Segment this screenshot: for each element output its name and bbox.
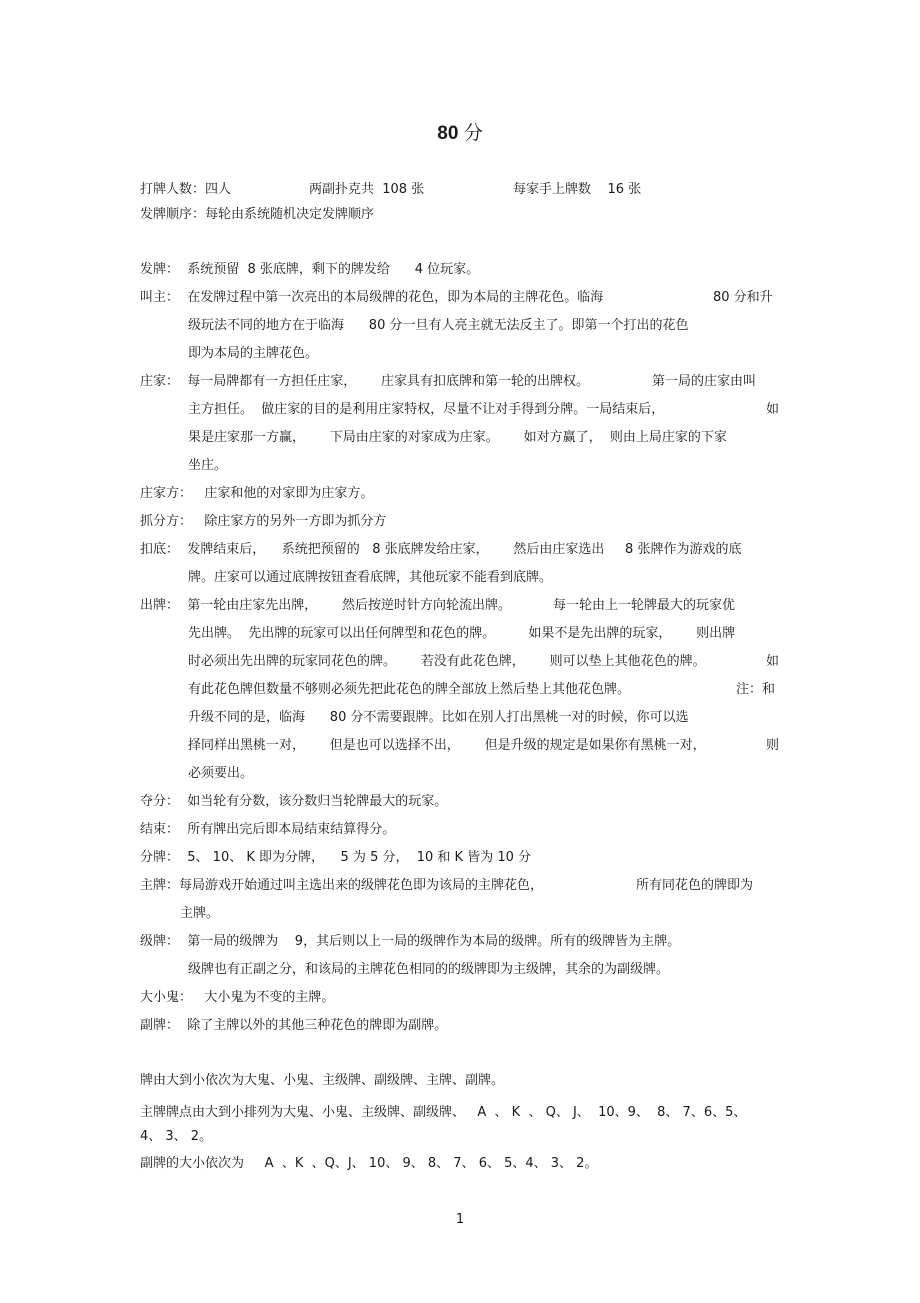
title-number: 80 [437, 123, 459, 144]
deal-order: 发牌顺序：每轮由系统随机决定发牌顺序 [140, 207, 375, 222]
rule-dealer-line2: 主方担任。 做庄家的目的是利用庄家特权，尽量不让对手得到分牌。一局结束后， [188, 402, 665, 417]
rule-end: 结束： 所有牌出完后即本局结束结算得分。 [140, 822, 396, 837]
rule-dealer-line1: 庄家： 每一局牌都有一方担任庄家， 庄家具有扣底牌和第一轮的出牌权。 [140, 374, 590, 389]
rule-level-line2: 级牌也有正副之分，和该局的主牌花色相同的的级牌即为主级牌，其余的为副级牌。 [188, 962, 670, 977]
rule-play-line7: 必须要出。 [188, 766, 254, 781]
ranking-side: 副牌的大小依次为 A 、K 、Q、J、 10、 9、 8、 7、 6、 5、4、 3、 2。 [140, 1156, 598, 1171]
rule-trump-line1-end: 所有同花色的牌即为 [636, 878, 754, 893]
rule-bury-line1: 扣底： 发牌结束后， 系统把预留的 8 张底牌发给庄家， 然后由庄家选出 8 张牌作为游戏的底 [140, 542, 742, 557]
page-title [0, 118, 920, 145]
rule-call-line2: 级玩法不同的地方在于临海 80 分一旦有人亮主就无法反主了。即第一个打出的花色 [188, 318, 689, 333]
rule-points: 分牌： 5、 10、 K 即为分牌， 5 为 5 分， 10 和 K 皆为 10 分 [140, 850, 532, 865]
rule-call-line1-end: 80 分和升 [713, 290, 773, 305]
rule-play-line1-end: 每一轮由上一轮牌最大的玩家优 [553, 598, 736, 613]
page-number: 1 [455, 1212, 465, 1227]
rule-capture: 夺分： 如当轮有分数，该分数归当轮牌最大的玩家。 [140, 794, 448, 809]
rule-jokers: 大小鬼： 大小鬼为不变的主牌。 [140, 990, 335, 1005]
rule-play-line4-end: 注：和 [736, 682, 776, 697]
rule-play-line3-end: 如 [766, 654, 780, 669]
rule-call-line3: 即为本局的主牌花色。 [188, 346, 319, 361]
rule-play-line6: 择同样出黑桃一对， 但是也可以选择不出， 但是升级的规定是如果你有黑桃一对， [188, 738, 706, 753]
rule-play-line5: 升级不同的是，临海 80 分不需要跟牌。比如在别人打出黑桃一对的时候，你可以选 [188, 710, 689, 725]
rule-level-line1: 级牌： 第一局的级牌为 9，其后则以上一局的级牌作为本局的级牌。所有的级牌皆为主牌。 [140, 934, 681, 949]
rule-deal: 发牌： 系统预留 8 张底牌，剩下的牌发给 4 位玩家。 [140, 262, 480, 277]
rule-trump-line1: 主牌：每局游戏开始通过叫主选出来的级牌花色即为该局的主牌花色， [140, 878, 544, 893]
ranking-trump-line2: 4、 3、 2。 [140, 1129, 213, 1144]
rule-side-suits: 副牌： 除了主牌以外的其他三种花色的牌即为副牌。 [140, 1018, 448, 1033]
rule-play-line6-end: 则 [766, 738, 780, 753]
rule-dealer-side: 庄家方： 庄家和他的对家即为庄家方。 [140, 486, 374, 501]
rule-trump-line2: 主牌。 [180, 906, 220, 921]
deck-count: 两副扑克共 108 张 [309, 182, 425, 197]
rule-dealer-line3: 果是庄家那一方赢， 下局由庄家的对家成为庄家。 如对方赢了， 则由上局庄家的下家 [188, 430, 727, 445]
rule-catch-side: 抓分方： 除庄家方的另外一方即为抓分方 [140, 514, 387, 529]
ranking-order: 牌由大到小依次为大鬼、小鬼、主级牌、副级牌、主牌、副牌。 [140, 1073, 505, 1088]
rule-play-line4: 有此花色牌但数量不够则必须先把此花色的牌全部放上然后垫上其他花色牌。 [188, 682, 631, 697]
rule-dealer-line1-end: 第一局的庄家由叫 [652, 374, 757, 389]
rule-dealer-line4: 坐庄。 [188, 458, 228, 473]
rule-dealer-line2-end: 如 [766, 402, 780, 417]
players-count: 打牌人数：四人 [140, 182, 232, 197]
ranking-trump-line1: 主牌牌点由大到小排列为大鬼、小鬼、主级牌、副级牌、 A 、 K 、 Q、 J、 10、9、 8、 7、6、5、 [140, 1105, 747, 1120]
rule-play-line2: 先出牌。 先出牌的玩家可以出任何牌型和花色的牌。 如果不是先出牌的玩家， 则出牌 [188, 626, 736, 641]
rule-call-line1: 叫主： 在发牌过程中第一次亮出的本局级牌的花色，即为本局的主牌花色。临海 [140, 290, 604, 305]
hand-count: 每家手上牌数 16 张 [513, 182, 642, 197]
title-char: 分 [463, 123, 483, 144]
rule-play-line1: 出牌： 第一轮由庄家先出牌， 然后按逆时针方向轮流出牌。 [140, 598, 512, 613]
rule-play-line3: 时必须出先出牌的玩家同花色的牌。 若没有此花色牌， 则可以垫上其他花色的牌。 [188, 654, 706, 669]
rule-bury-line2: 牌。庄家可以通过底牌按钮查看底牌，其他玩家不能看到底牌。 [188, 570, 553, 585]
